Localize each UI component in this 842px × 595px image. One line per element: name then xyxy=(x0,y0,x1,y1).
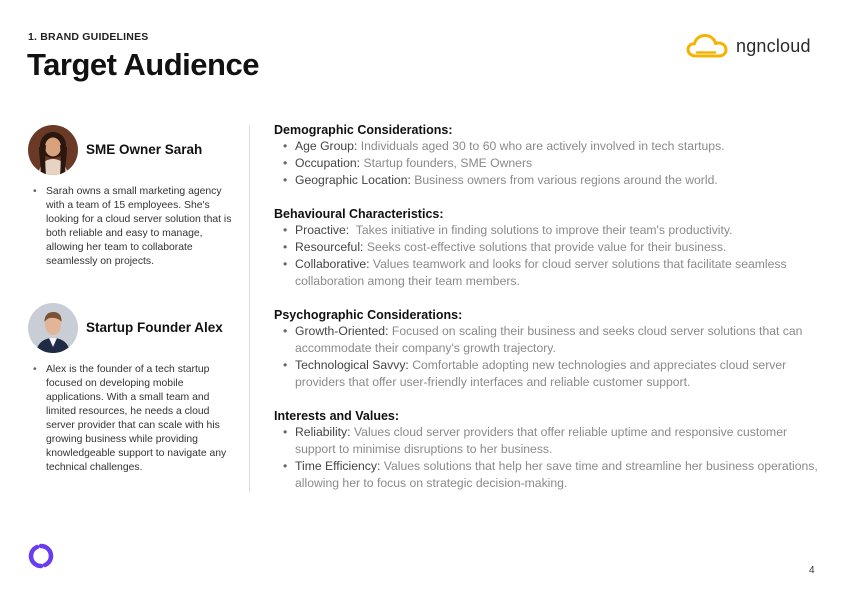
item-text: Business owners from various regions around the world. xyxy=(414,173,718,187)
list-item xyxy=(274,155,819,172)
brand-logo xyxy=(686,33,811,59)
logo-wordmark: ngncloud xyxy=(736,35,811,56)
item-term: Technological Savvy: xyxy=(295,358,409,372)
persona-description: Sarah owns a small marketing agency with a team of 15 employees. She's looking for a cloud server solution that is both reliable and easy to manage, allowing her team to collaborate seamlessly on projects. xyxy=(46,186,232,267)
item-term: Time Efficiency: xyxy=(295,459,381,473)
interests-section xyxy=(274,408,819,492)
list-item xyxy=(274,256,819,290)
page-title: Target Audience xyxy=(27,47,259,82)
item-term: Age Group: xyxy=(295,139,358,153)
persona-description: Alex is the founder of a tech startup focused on developing mobile applications. With a small team and limited resources, he needs a cloud server provider that can scale with his growing business while providing knowledgeable support to navigate any technical challenges. xyxy=(46,364,227,473)
item-text: Focused on scaling their business and seeks cloud server solutions that can accommodate their company's growth trajectory. xyxy=(295,324,803,355)
bullet-icon: • xyxy=(283,257,288,271)
item-term: Growth-Oriented: xyxy=(295,324,389,338)
page-number: 4 xyxy=(809,565,815,576)
item-text: Startup founders, SME Owners xyxy=(363,156,533,170)
bullet-icon: • xyxy=(283,425,288,439)
persona-card xyxy=(28,303,240,475)
cloud-logo-icon xyxy=(686,33,728,59)
item-text: Takes initiative in finding solutions to improve their team's productivity. xyxy=(355,223,733,237)
persona-name: Startup Founder Alex xyxy=(86,320,223,335)
avatar xyxy=(28,303,78,353)
list-item xyxy=(274,172,819,189)
section-heading: Behavioural Characteristics: xyxy=(274,207,444,221)
item-text: Comfortable adopting new technologies and appreciates cloud server providers that offer user-friendly interfaces and reliable customer support. xyxy=(295,358,787,389)
item-text: Values solutions that help her save time and streamline her business operations, allowing her to focus on strategic decision-making. xyxy=(295,459,818,490)
brand-mark-icon xyxy=(28,543,54,569)
avatar xyxy=(28,125,78,175)
psychographic-section xyxy=(274,307,819,391)
item-term: Collaborative: xyxy=(295,257,370,271)
persona-name: SME Owner Sarah xyxy=(86,142,203,157)
bullet-icon: • xyxy=(283,173,288,187)
item-text: Values teamwork and looks for cloud server solutions that facilitate seamless collaboration among their team members. xyxy=(295,257,787,288)
person-photo-icon xyxy=(28,125,78,175)
persona-card xyxy=(28,125,240,269)
list-item xyxy=(274,222,819,239)
item-term: Geographic Location: xyxy=(295,173,411,187)
behavioural-section xyxy=(274,206,819,290)
item-text: Seeks cost-effective solutions that provide value for their business. xyxy=(366,240,727,254)
bullet-icon: • xyxy=(283,223,288,237)
bullet-icon: • xyxy=(283,139,288,153)
section-heading: Interests and Values: xyxy=(274,409,400,423)
section-heading: Psychographic Considerations: xyxy=(274,308,463,322)
item-term: Occupation: xyxy=(295,156,361,170)
demographic-section xyxy=(274,122,819,189)
person-photo-icon xyxy=(28,303,78,353)
item-text: Values cloud server providers that offer reliable uptime and responsive customer support to minimise disruptions to her business. xyxy=(295,425,788,456)
list-item xyxy=(274,239,819,256)
bullet-icon: • xyxy=(283,240,288,254)
audience-details xyxy=(274,122,819,509)
bullet-icon: • xyxy=(283,459,288,473)
list-item xyxy=(274,424,819,458)
item-term: Resourceful: xyxy=(295,240,364,254)
list-item xyxy=(274,138,819,155)
bullet-icon: • xyxy=(283,324,288,338)
bullet-icon: • xyxy=(33,186,37,197)
item-text: Individuals aged 30 to 60 who are actively involved in tech startups. xyxy=(360,139,725,153)
bullet-icon: • xyxy=(283,156,288,170)
section-label: 1. BRAND GUIDELINES xyxy=(28,31,149,43)
item-term: Reliability: xyxy=(295,425,351,439)
bullet-icon: • xyxy=(33,364,37,375)
section-heading: Demographic Considerations: xyxy=(274,123,453,137)
footer-logo xyxy=(28,543,54,574)
list-item xyxy=(274,357,819,391)
bullet-icon: • xyxy=(283,358,288,372)
column-divider xyxy=(249,125,250,492)
list-item xyxy=(274,323,819,357)
item-term: Proactive: xyxy=(295,223,350,237)
list-item xyxy=(274,458,819,492)
